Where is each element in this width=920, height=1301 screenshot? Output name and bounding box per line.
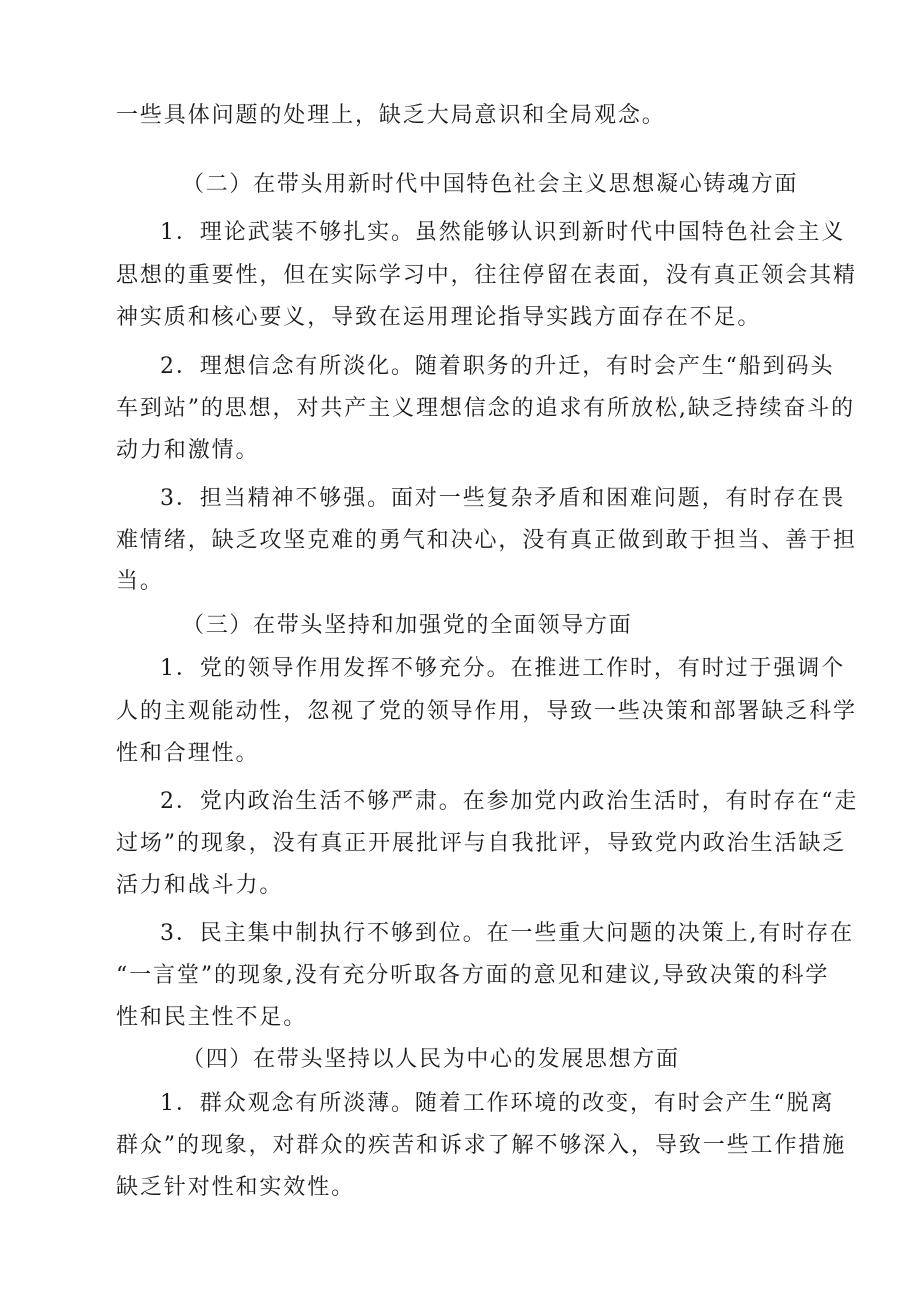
paragraph-line: 活力和战斗力。 [116,873,284,898]
paragraph-line: 1．群众观念有所淡薄。随着工作环境的改变，有时会产生“脱离 [160,1091,835,1116]
section-heading: （三）在带头坚持和加强党的全面领导方面 [182,613,633,638]
paragraph-line: 群众”的现象，对群众的疾苦和诉求了解不够深入，导致一些工作措施 [116,1133,847,1158]
paragraph-line: 3．民主集中制执行不够到位。在一些重大问题的决策上,有时存在 [160,921,854,946]
paragraph-line: 性和合理性。 [116,741,260,766]
paragraph-line: “一言堂”的现象,没有充分听取各方面的意见和建议,导致决策的科学 [116,963,830,988]
section-heading: （四）在带头坚持以人民为中心的发展思想方面 [182,1047,680,1072]
paragraph-line: 2．党内政治生活不够严肃。在参加党内政治生活时，有时存在“走 [160,789,859,814]
paragraph-line: 当。 [116,569,164,594]
paragraph-line: 动力和激情。 [116,438,260,463]
paragraph-line: 思想的重要性，但在实际学习中，往往停留在表面，没有真正领会其精 [116,263,857,288]
paragraph-line: 车到站”的思想，对共产主义理想信念的追求有所放松,缺乏持续奋斗的 [116,396,856,421]
paragraph-line: 一些具体问题的处理上，缺乏大局意识和全局观念。 [116,103,666,128]
section-heading: （二）在带头用新时代中国特色社会主义思想凝心铸魂方面 [182,172,799,197]
paragraph-line: 人的主观能动性，忽视了党的领导作用，导致一些决策和部署缺乏科学 [116,699,857,724]
paragraph-line: 过场”的现象，没有真正开展批评与自我批评，导致党内政治生活缺乏 [116,831,847,856]
paragraph-line: 性和民主性不足。 [116,1005,308,1030]
paragraph-line: 缺乏针对性和实效性。 [116,1175,356,1200]
paragraph-line: 1．理论武装不够扎实。虽然能够认识到新时代中国特色社会主义 [160,220,846,245]
paragraph-line: 1．党的领导作用发挥不够充分。在推进工作时，有时过于强调个 [160,656,846,681]
paragraph-line: 神实质和核心要义，导致在运用理论指导实践方面存在不足。 [116,305,762,330]
paragraph-line: 难情绪，缺乏攻坚克难的勇气和决心，没有真正做到敢于担当、善于担 [116,528,857,553]
paragraph-line: 3．担当精神不够强。面对一些复杂矛盾和困难问题，有时存在畏 [160,486,846,511]
paragraph-line: 2．理想信念有所淡化。随着职务的升迁，有时会产生“船到码头 [160,354,835,379]
